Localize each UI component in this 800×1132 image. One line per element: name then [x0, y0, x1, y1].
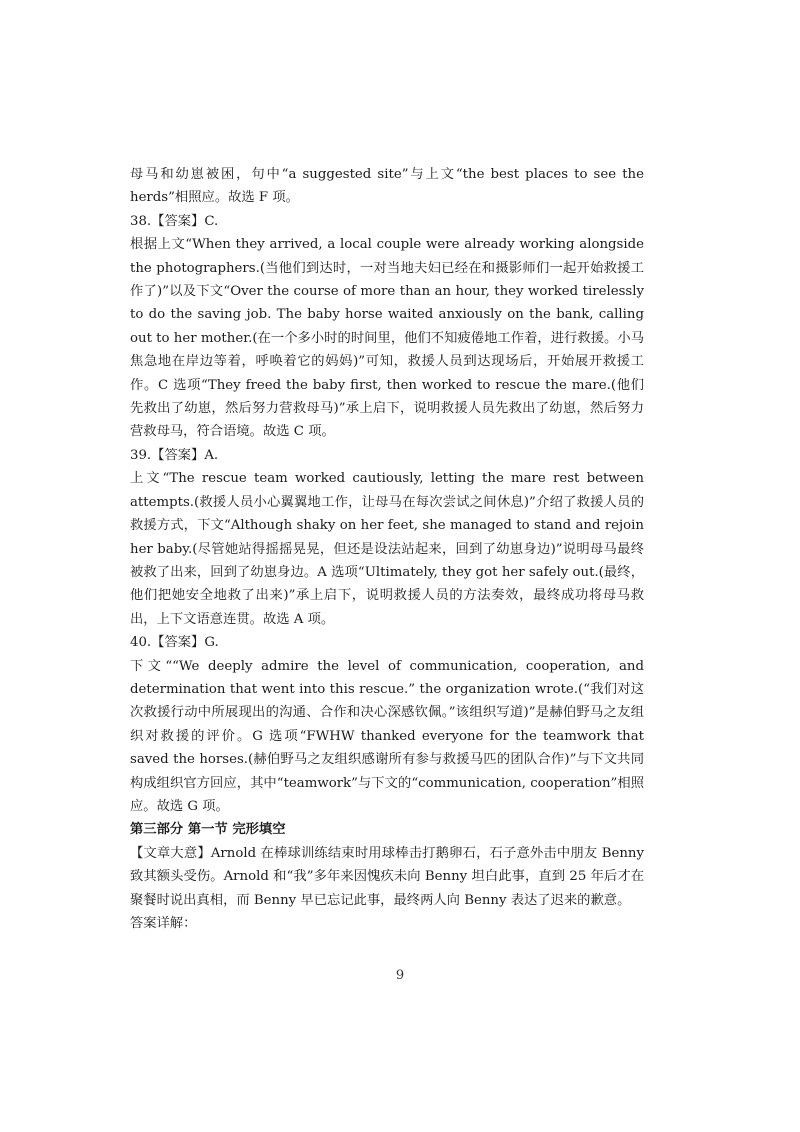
answer-38-explanation: 根据上文“When they arrived, a local couple were already working alongside the photographers.(当他们到达时，一对当地夫妇已经在和摄影师们一起开始救援工作了)”以及下文“Over the course of more than an hour, they worked tirelessly to do the saving job. The baby horse waited anxiously on the bank, calling out to her mother.(在一个多小时的时间里，他们不知疲倦地工作着，进行救援。小马焦急地在岸边等着，呼唤着它的妈妈)”可知，救援人员到达现场后，开始展开救援工作。C 选项“They freed the baby first, then worked to rescue the mare.(他们先救出了幼崽，然后努力营救母马)”承上启下，说明救援人员先救出了幼崽，然后努力营救母马，符合语境。故选 C 项。	[130, 237, 644, 440]
answer-explanation-body	[130, 163, 644, 935]
answer-40-heading: 40.【答案】G.	[130, 635, 219, 651]
page-number: 9	[395, 968, 405, 983]
section-heading: 第三部分 第一节 完形填空	[130, 822, 286, 838]
article-summary: 【文章大意】Arnold 在棒球训练结束时用球棒击打鹅卵石，石子意外击中朋友 Benny 致其额头受伤。Arnold 和“我”多年来因愧疚未向 Benny 坦白此事，直到 25 年后才在聚餐时说出真相，而 Benny 早已忘记此事，最终两人向 Benny 表达了迟来的歉意。	[130, 845, 644, 908]
paragraph-37-tail: 母马和幼崽被困，句中“a suggested site”与上文“the best places to see the herds”相照应。故选 F 项。	[130, 167, 644, 206]
answer-40-explanation: 下文““We deeply admire the level of communication, cooperation, and determination that went into this rescue.” the organization wrote.(“我们对这次救援行动中所展现出的沟通、合作和决心深感钦佩。”该组织写道)”是赫伯野马之友组织对救援的评价。G 选项“FWHW thanked everyone for the teamwork that saved the horses.(赫伯野马之友组织感谢所有参与救援马匹的团队合作)”与下文共同构成组织官方回应，其中“teamwork”与下文的“communication, cooperation”相照应。故选 G 项。	[130, 658, 644, 814]
answer-39-explanation: 上文“The rescue team worked cautiously, letting the mare rest between attempts.(救援人员小心翼翼地工作，让母马在每次尝试之间休息)”介绍了救援人员的救援方式，下文“Although shaky on her feet, she managed to stand and rejoin her baby.(尽管她站得摇摇晃晃，但还是设法站起来，回到了幼崽身边)”说明母马最终被救了出来，回到了幼崽身边。A 选项“Ultimately, they got her safely out.(最终，他们把她安全地救了出来)”承上启下，说明救援人员的方法奏效，最终成功将母马救出，上下文语意连贯。故选 A 项。	[130, 471, 644, 627]
answer-details-label: 答案详解：	[130, 916, 197, 931]
answer-39-heading: 39.【答案】A.	[130, 447, 219, 463]
answer-38-heading: 38.【答案】C.	[130, 213, 219, 229]
